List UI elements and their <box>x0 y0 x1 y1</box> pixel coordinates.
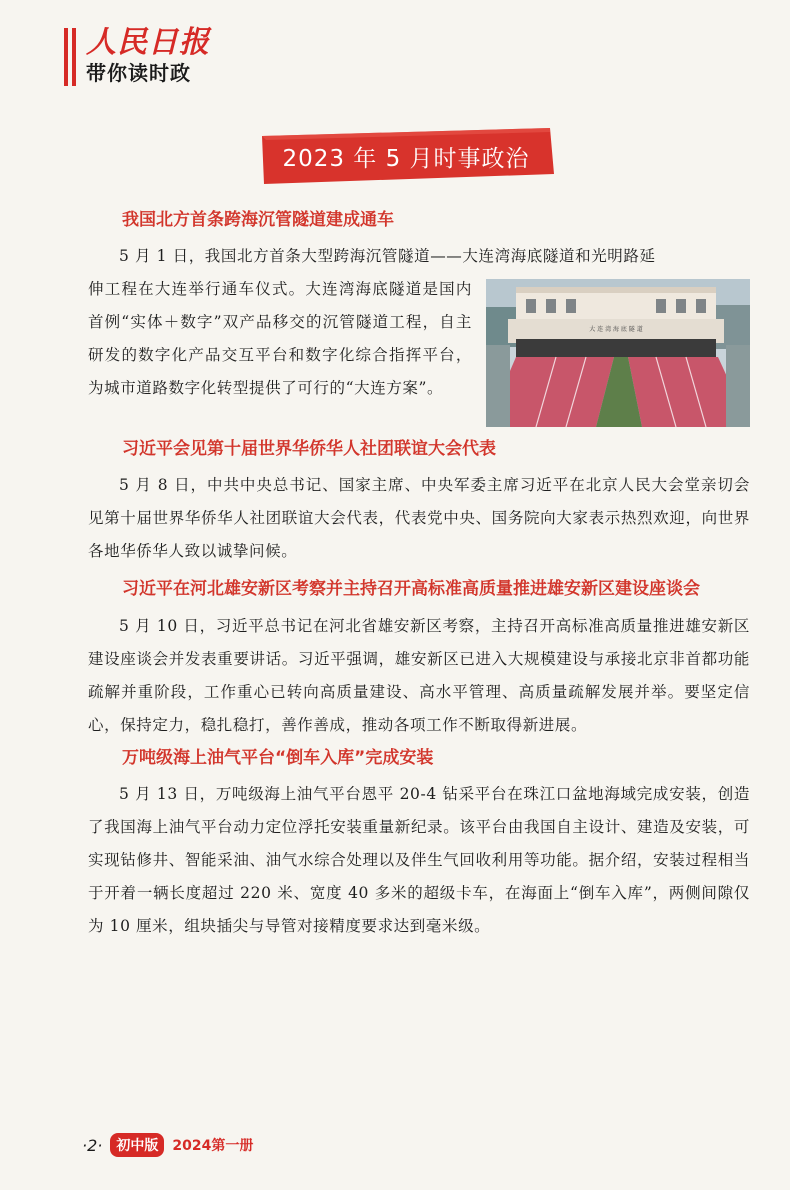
tunnel-sign-text: 大 连 湾 海 底 隧 道 <box>589 326 643 333</box>
page-footer <box>82 1133 253 1157</box>
tunnel-photo <box>486 279 750 427</box>
article-headline: 习近平在河北雄安新区考察并主持召开高标准高质量推进雄安新区建设座谈会 <box>122 579 700 599</box>
article-body: 5 月 10 日，习近平总书记在河北省雄安新区考察，主持召开高标准高质量推进雄安新区建设座谈会并发表重要讲话。习近平强调，雄安新区已进入大规模建设与承接北京非首都功能疏解并重阶段，工作重心已转向高质量建设、高水平管理、高质量疏解发展并举。要坚定信心，保持定力，稳扎稳打，善作善成，推动各项工作不断取得新进展。 <box>88 617 750 734</box>
article-body: 5 月 13 日，万吨级海上油气平台恩平 20-4 钻采平台在珠江口盆地海域完成安装，创造了我国海上油气平台动力定位浮托安装重量新纪录。该平台由我国自主设计、建造及安装，可实现钻修井、智能采油、油气水综合处理以及伴生气回收利用等功能。据介绍，安装过程相当于开着一辆长度超过 220 米、宽度 40 多米的超级卡车，在海面上“倒车入库”，两侧间隙仅为 10 厘米，组块插尖与导管对接精度要求达到毫米级。 <box>88 785 750 935</box>
article-body: 5 月 8 日，中共中央总书记、国家主席、中央军委主席习近平在北京人民大会堂亲切会见第十届世界华侨华人社团联谊大会代表，代表党中央、国务院向大家表示热烈欢迎，向世界各地华侨华人致以诚挚问候。 <box>88 476 750 560</box>
masthead-subtitle: 带你读时政 <box>86 61 191 85</box>
article-column <box>88 204 750 943</box>
edition-badge: 初中版 <box>110 1133 164 1157</box>
masthead-bars <box>64 28 76 86</box>
masthead <box>64 26 210 86</box>
article-xiongan <box>88 574 750 742</box>
article-headline: 万吨级海上油气平台“倒车入库”完成安装 <box>122 748 434 768</box>
article-overseas-chinese <box>88 433 750 568</box>
article-lead: 5 月 1 日，我国北方首条大型跨海沉管隧道——大连湾海底隧道和光明路延 <box>119 247 656 265</box>
article-body: 伸工程在大连举行通车仪式。大连湾海底隧道是国内首例“实体＋数字”双产品移交的沉管隧道工程，自主研发的数字化产品交互平台和数字化综合指挥平台，为城市道路数字化转型提供了可行的“大连方案”。 <box>88 280 472 397</box>
issue-label: 2024第一册 <box>172 1138 254 1154</box>
article-tunnel <box>88 204 750 433</box>
newspaper-logo: 人民日报 <box>86 25 210 60</box>
title-banner <box>258 128 554 184</box>
page-title: 2023 年 5 月时事政治 <box>282 145 530 172</box>
article-oil-platform <box>88 742 750 943</box>
article-headline: 我国北方首条跨海沉管隧道建成通车 <box>122 210 394 230</box>
page-number: ·2· <box>82 1135 103 1155</box>
article-headline: 习近平会见第十届世界华侨华人社团联谊大会代表 <box>122 439 496 459</box>
